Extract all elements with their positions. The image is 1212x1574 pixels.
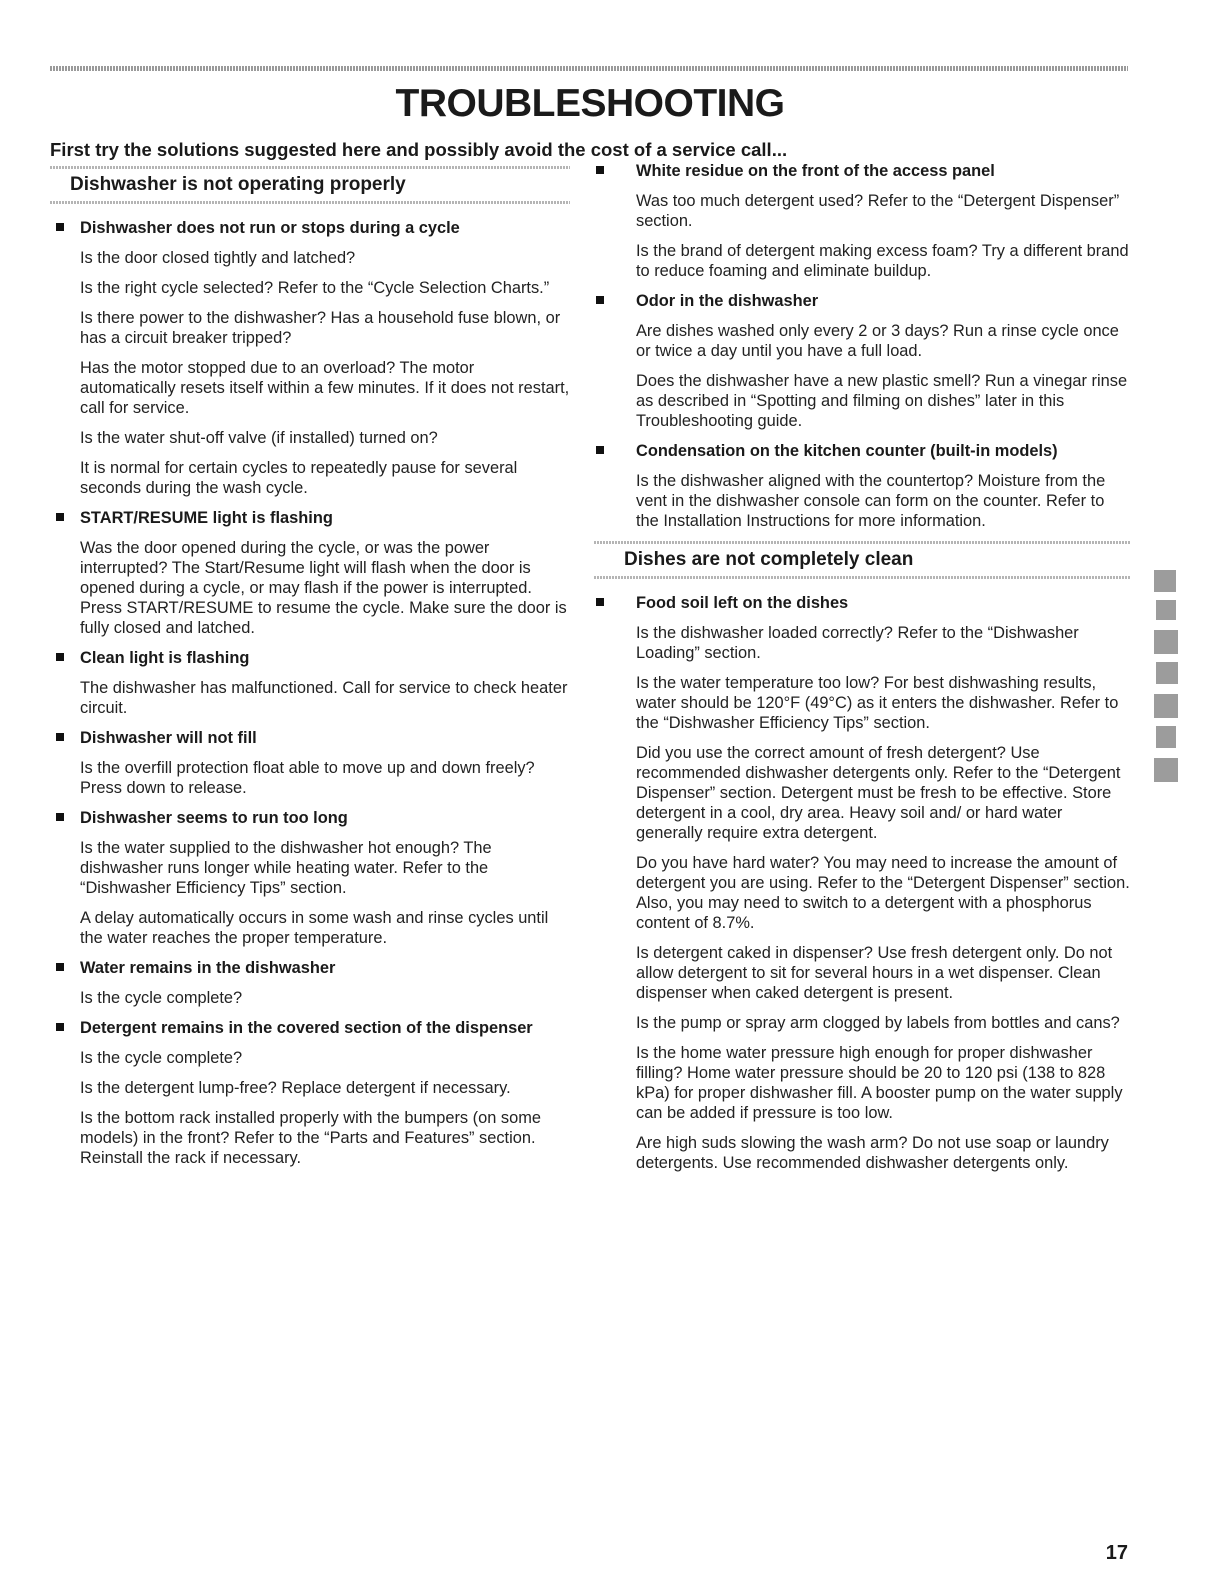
solution-text: Did you use the correct amount of fresh detergent? Use recommended dishwasher detergents only. Refer to the “Detergent Dispenser” section. Detergent must be fresh to be effective. Store detergent in a cool, dry area. Heavy soil and/ or hard water generally require extra detergent. [636, 744, 1121, 842]
solution-text: The dishwasher has malfunctioned. Call for service to check heater circuit. [80, 679, 568, 717]
section-header-not-clean [594, 541, 1130, 579]
troubleshooting-item [594, 593, 1130, 1173]
square-bullet-icon [596, 446, 604, 454]
solution-text: Is the dishwasher loaded correctly? Refer to the “Dishwasher Loading” section. [636, 624, 1079, 662]
left-column [50, 166, 570, 1178]
square-bullet-icon [56, 813, 64, 821]
top-dotted-rule [50, 66, 1128, 71]
solution-text: Is the cycle complete? [80, 989, 243, 1007]
section-title: Dishes are not completely clean [624, 549, 914, 570]
troubleshooting-item [50, 958, 570, 1008]
right-top-items-list [594, 161, 1130, 531]
section-title: Dishwasher is not operating properly [70, 174, 406, 195]
troubleshooting-item [594, 291, 1130, 431]
solution-text: Do you have hard water? You may need to increase the amount of detergent you are using. Refer to the “Detergent Dispenser” section. Also, you may need to switch to a detergent with a phosphorus content of 8.7%. [636, 854, 1130, 932]
page-title: TROUBLESHOOTING [395, 82, 785, 125]
problem-title: Water remains in the dishwasher [80, 959, 336, 977]
solution-text: Does the dishwasher have a new plastic smell? Run a vinegar rinse as described in “Spotting and filming on dishes” later in this Troubleshooting guide. [636, 372, 1128, 430]
solution-text: Is the water supplied to the dishwasher hot enough? The dishwasher runs longer while heating water. Refer to the “Dishwasher Efficiency Tips” section. [80, 839, 492, 897]
troubleshooting-item [50, 808, 570, 948]
problem-title: Dishwasher will not fill [80, 729, 257, 747]
solution-text: Was too much detergent used? Refer to the “Detergent Dispenser” section. [636, 192, 1120, 230]
solution-text: Is the door closed tightly and latched? [80, 249, 356, 267]
page-subtitle: First try the solutions suggested here and possibly avoid the cost of a service call... [50, 139, 788, 160]
problem-title: Condensation on the kitchen counter (built-in models) [636, 442, 1058, 460]
right-section-items-list [594, 593, 1130, 1173]
section-header-not-operating [50, 166, 570, 204]
square-bullet-icon [56, 223, 64, 231]
problem-title: Dishwasher seems to run too long [80, 809, 348, 827]
problem-title: Food soil left on the dishes [636, 594, 849, 612]
troubleshooting-item [594, 441, 1130, 531]
problem-title: Detergent remains in the covered section of the dispenser [80, 1019, 533, 1037]
left-items-list [50, 218, 570, 1168]
problem-title: White residue on the front of the access panel [636, 162, 995, 180]
problem-title: Dishwasher does not run or stops during a cycle [80, 219, 460, 237]
troubleshooting-item [594, 161, 1130, 281]
solution-text: Is the cycle complete? [80, 1049, 243, 1067]
solution-text: Is the dishwasher aligned with the countertop? Moisture from the vent in the dishwasher console can form on the counter. Refer to the Installation Instructions for more information. [636, 472, 1106, 530]
solution-text: Is detergent caked in dispenser? Use fresh detergent only. Do not allow detergent to sit for several hours in a wet dispenser. Clean dispenser when caked detergent is present. [636, 944, 1113, 1002]
troubleshooting-item [50, 648, 570, 718]
troubleshooting-item [50, 218, 570, 498]
solution-text: Is the home water pressure high enough for proper dishwasher filling? Home water pressure should be 20 to 120 psi (138 to 828 kPa) for proper dishwasher fill. A booster pump on the water supply can be added if pressure is too low. [636, 1044, 1123, 1122]
square-bullet-icon [56, 733, 64, 741]
square-bullet-icon [56, 653, 64, 661]
solution-text: Was the door opened during the cycle, or was the power interrupted? The Start/Resume light will flash when the door is opened during a cycle, or may flash if the power is interrupted. Press START/RESUME to resume the cycle. Make sure the door is fully closed and latched. [80, 539, 567, 637]
solution-text: A delay automatically occurs in some wash and rinse cycles until the water reaches the proper temperature. [80, 909, 549, 947]
solution-text: Is the water temperature too low? For best dishwashing results, water should be 120°F (49°C) as it enters the dishwasher. Refer to the “Dishwasher Efficiency Tips” section. [636, 674, 1119, 732]
troubleshooting-item [50, 1018, 570, 1168]
solution-text: Is the detergent lump-free? Replace detergent if necessary. [80, 1079, 511, 1097]
page-number: 17 [1105, 1542, 1128, 1564]
solution-text: It is normal for certain cycles to repeatedly pause for several seconds during the wash cycle. [80, 459, 518, 497]
solution-text: Is the water shut-off valve (if installed) turned on? [80, 429, 438, 447]
solution-text: Are high suds slowing the wash arm? Do not use soap or laundry detergents. Use recommended dishwasher detergents only. [636, 1134, 1109, 1172]
solution-text: Is the pump or spray arm clogged by labels from bottles and cans? [636, 1014, 1120, 1032]
problem-title: Clean light is flashing [80, 649, 250, 667]
solution-text: Is the bottom rack installed properly with the bumpers (on some models) in the front? Refer to the “Parts and Features” section. Reinstall the rack if necessary. [80, 1109, 541, 1167]
solution-text: Is the right cycle selected? Refer to the “Cycle Selection Charts.” [80, 279, 550, 297]
problem-title: Odor in the dishwasher [636, 292, 819, 310]
square-bullet-icon [596, 166, 604, 174]
solution-text: Is there power to the dishwasher? Has a household fuse blown, or has a circuit breaker tripped? [80, 309, 561, 347]
side-tab-graphic [1150, 570, 1182, 788]
problem-title: START/RESUME light is flashing [80, 509, 333, 527]
square-bullet-icon [596, 296, 604, 304]
square-bullet-icon [596, 598, 604, 606]
square-bullet-icon [56, 513, 64, 521]
solution-text: Is the brand of detergent making excess foam? Try a different brand to reduce foaming and eliminate buildup. [636, 242, 1129, 280]
solution-text: Are dishes washed only every 2 or 3 days? Run a rinse cycle once or twice a day until you have a full load. [636, 322, 1119, 360]
troubleshooting-item [50, 728, 570, 798]
troubleshooting-item [50, 508, 570, 638]
square-bullet-icon [56, 963, 64, 971]
square-bullet-icon [56, 1023, 64, 1031]
solution-text: Has the motor stopped due to an overload? The motor automatically resets itself within a few minutes. If it does not restart, call for service. [80, 359, 570, 417]
solution-text: Is the overfill protection float able to move up and down freely? Press down to release. [80, 759, 535, 797]
right-column [594, 161, 1130, 1183]
